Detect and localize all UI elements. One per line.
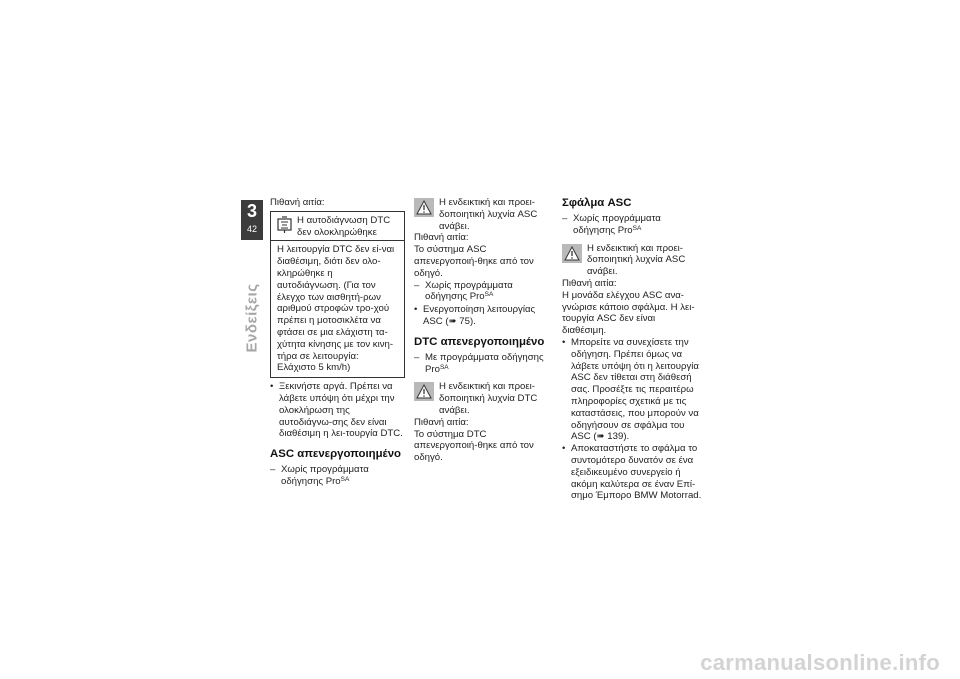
watermark: carmanualsonline.info — [700, 650, 940, 675]
cause-label: Πιθανή αιτία: — [414, 416, 469, 428]
cause-label: Πιθανή αιτία: — [562, 277, 617, 289]
section-heading-dtc-off: DTC απενεργοποιημένο — [414, 335, 545, 348]
section-heading-asc-fault: Σφάλμα ASC — [562, 197, 632, 209]
info-box-body: Η λειτουργία DTC δεν εί-ναι διαθέσιμη, διότι δεν ολο-κληρώθηκε η αυτοδιάγνωση. (Για τον έλεγχο των αισθητή-ρων αριθμού στροφών τρο-χού πρέπει η μοτοσικλέτα να φτάσει σε μια ελάχιστη τα-χύτητα κίνησης με τον κινη-τήρα σε λειτουργία: Ελάχιστο 5 km/h) — [277, 244, 395, 374]
warning-triangle-icon — [414, 382, 434, 405]
list-item: • Ξεκινήστε αργά. Πρέπει να λάβετε υπόψη ότι μέχρι την ολοκλήρωση της αυτοδιάγνω-σης δεν είναι διαθέσιμη η λει-τουργία DTC. — [270, 381, 403, 440]
cause-label: Πιθανή αιτία: — [414, 232, 469, 244]
warning-block — [414, 197, 552, 232]
chapter-tab — [241, 200, 263, 240]
warning-text: Η ενδεικτική και προει-δοποιητική λυχνία ASC ανάβει. — [439, 197, 538, 232]
info-box-title: Η αυτοδιάγνωση DTC δεν ολοκληρώθηκε — [297, 214, 391, 238]
list-item: • Μπορείτε να συνεχίσετε την οδήγηση. Πρέπει όμως να λάβετε υπόψη ότι η λειτουργία ASC δεν τίθεται στη διάθεσή σας. Προσέξτε τις περαιτέρω πληροφορίες σχετικά με τις καταστάσεις, που μπορούν να οδηγήσουν σε σφάλμα του ASC (➠ 139). — [562, 336, 699, 443]
engine-wrench-icon — [277, 216, 292, 238]
cause-label: Πιθανή αιτία: — [270, 197, 325, 208]
info-box-header — [271, 212, 404, 241]
page-number: 42 — [246, 224, 257, 234]
column-2 — [414, 197, 552, 464]
page-reference[interactable]: 75). — [456, 315, 476, 327]
list-item: • Αποκαταστήστε το σφάλμα το συντομότερο δυνατόν σε ένα εξειδικευμένο συνεργείο ή ακόμη καλύτερα σε έναν Επί-σημο Έμπορο BMW Motorrad. — [562, 443, 702, 502]
arrow-right-icon: ➠ — [448, 315, 457, 327]
warning-block — [562, 243, 702, 278]
arrow-right-icon: ➠ — [596, 431, 605, 443]
column-3 — [562, 197, 702, 502]
list-item: – Χωρίς προγράμματα οδήγησης Pro$^{SA}$ — [562, 213, 661, 236]
warning-triangle-icon — [562, 244, 582, 267]
warning-text: Η ενδεικτική και προει-δοποιητική λυχνία ASC ανάβει. — [587, 242, 686, 278]
cause-text: Η μονάδα ελέγχου ASC ανα-γνώρισε κάποιο σφάλμα. Η λει-τουργία ASC δεν είναι διαθέσιμη. — [562, 289, 695, 337]
warning-block — [414, 381, 552, 416]
chapter-title-text: Ενδείξεις — [243, 283, 261, 353]
page-reference[interactable]: 139). — [604, 431, 630, 443]
section-heading-asc-off: ASC απενεργοποιημένο — [270, 448, 401, 461]
info-box — [270, 211, 405, 378]
column-1 — [270, 197, 405, 488]
chapter-number: 3 — [246, 201, 257, 221]
cause-text: Το σύστημα DTC απενεργοποιή-θηκε από τον οδηγό. — [414, 428, 534, 464]
list-item: • Ενεργοποίηση λειτουργίας ASC (➠ 75). — [414, 304, 536, 327]
warning-triangle-icon — [414, 198, 434, 221]
warning-text: Η ενδεικτική και προει-δοποιητική λυχνία DTC ανάβει. — [439, 381, 538, 416]
list-item: – Με προγράμματα οδήγησης Pro$^{SA}$ — [414, 351, 544, 375]
list-item: – Χωρίς προγράμματα οδήγησης Pro$^{SA}$ — [270, 464, 369, 487]
list-item: – Χωρίς προγράμματα οδήγησης Pro$^{SA}$ — [414, 279, 513, 303]
cause-text: Το σύστημα ASC απενεργοποιή-θηκε από τον οδηγό. — [414, 244, 534, 279]
